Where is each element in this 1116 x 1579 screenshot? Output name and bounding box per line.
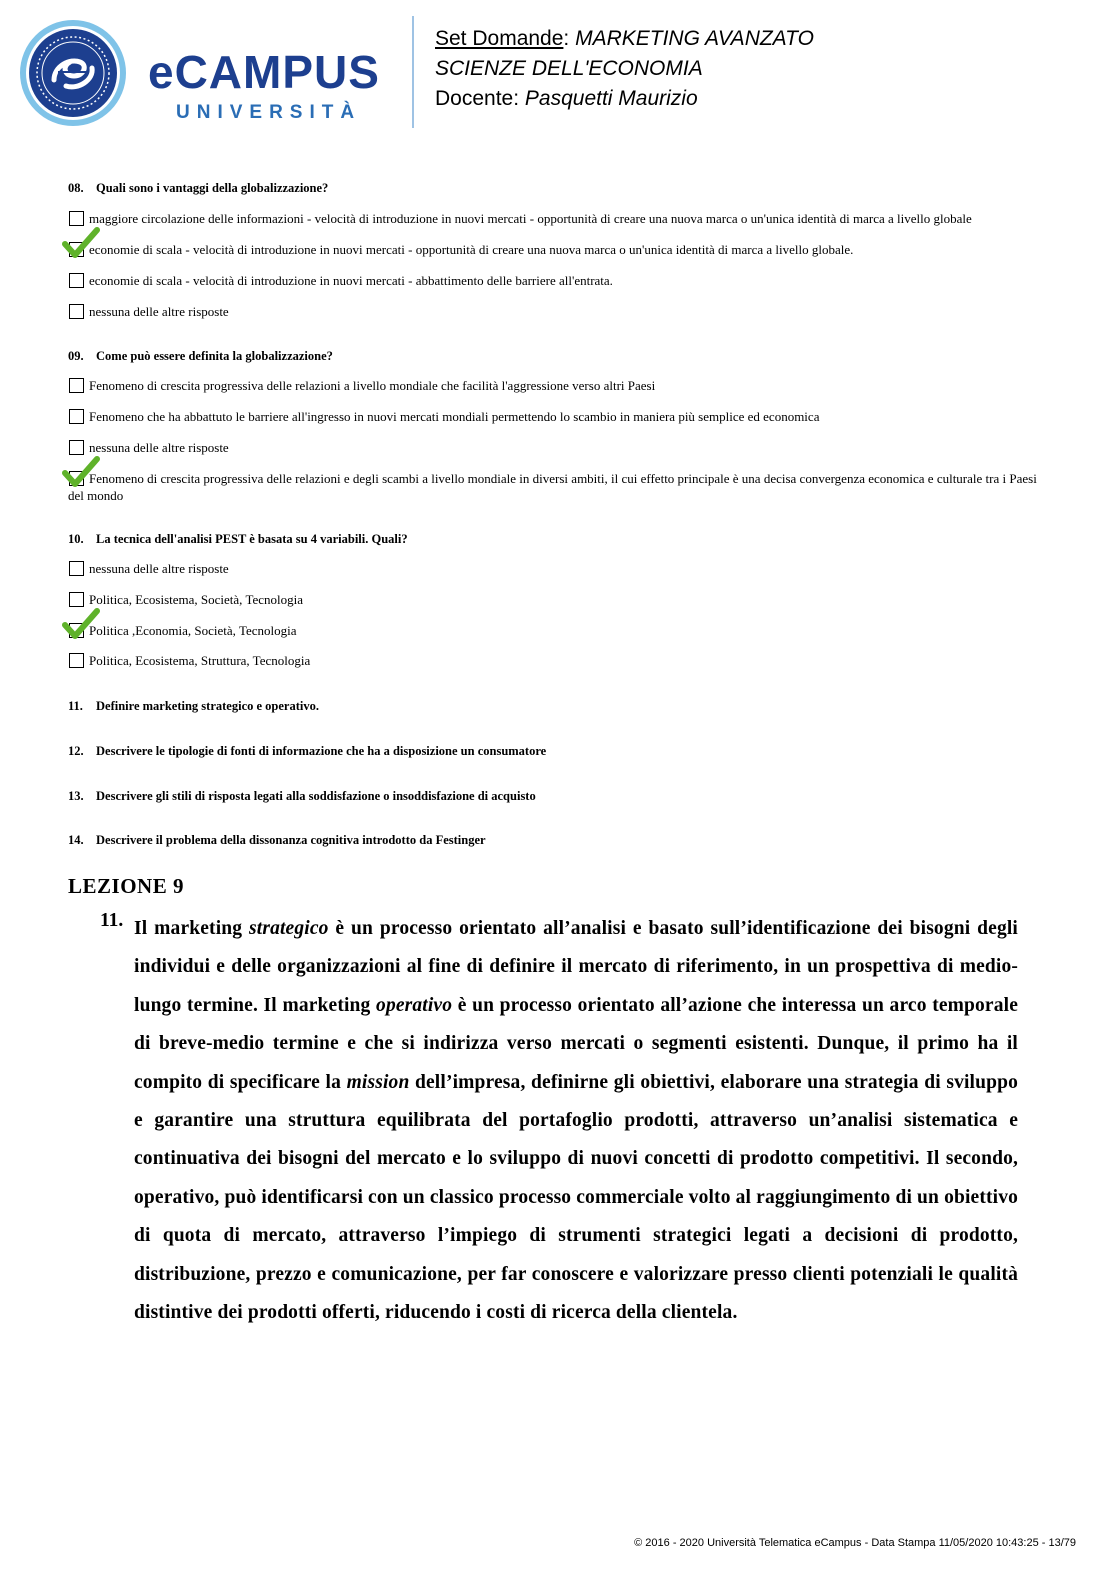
option-q09-c: nessuna delle altre risposte [89,440,229,455]
checkbox-q09-a[interactable] [69,378,84,393]
option-q08-b: economie di scala - velocità di introduzione in nuovi mercati - opportunità di creare una nuova marca o un'unica identità di marca a livello globale. [89,242,854,257]
question-09: 09. Come può essere definita la globalizzazione? [68,349,333,363]
term-operativo: operativo [376,994,453,1016]
answer-paragraph: Il marketing strategico è un processo orientato all’analisi e basato sull’identificazione dei bisogni degli individui e delle organizzazioni al fine di definire il mercato di riferimento, in un prospettiva di medio-lungo termine. Il marketing operativo è un processo orientato all’azione che interessa un arco temporale di breve-medio termine e che si indirizza verso mercati o segmenti esistenti. Dunque, il primo ha il compito di specificare la mission dell’impresa, definirne gli obiettivi, elaborare una strategia di sviluppo e garantire una struttura equilibrata del portafoglio prodotti, attraverso un’analisi sistematica e continuativa dei bisogni del mercato e lo sviluppo di nuovi concetti di prodotto competitivi. Il secondo, operativo, può identificarsi con un classico processo commerciale volto al raggiungimento di un obiettivo di quota di mercato, attraverso l’impiego di strumenti strategici legati a decisioni di prodotto, distribuzione, prezzo e comunicazione, per far conoscere e valorizzare presso clienti potenziali le qualità distintive dei prodotti offerti, riducendo i costi di ricerca della clientela. [134,918,1019,1324]
course-name: MARKETING AVANZATO [575,27,814,50]
term-strategico: strategico [249,918,329,939]
page-footer: © 2016 - 2020 Università Telematica eCampus - Data Stampa 11/05/2020 10:43:25 - 13/79 [634,1537,1076,1549]
option-q09-d: Fenomeno di crescita progressiva delle relazioni e degli scambi a livello mondiale in diversi ambiti, il cui effetto principale è una decisa convergenza economica e culturale tra i Paesi del mondo [68,471,1037,503]
ecampus-seal-logo [18,18,128,128]
header-faculty: SCIENZE DELL'ECONOMIA [435,57,703,80]
option-q10-b: Politica, Ecosistema, Società, Tecnologia [89,592,304,607]
checkbox-q09-b[interactable] [69,409,84,424]
option-q08-a: maggiore circolazione delle informazioni - velocità di introduzione in nuovi mercati - opportunità di creare una nuova marca o un'unica identità di marca a livello globale [89,211,972,226]
checkbox-q08-a[interactable] [69,211,84,226]
question-13: 13. Descrivere gli stili di risposta legati alla soddisfazione o insoddisfazione di acquisto [68,789,536,803]
question-10: 10. La tecnica dell'analisi PEST è basata su 4 variabili. Quali? [68,532,408,546]
header-docente-line [435,87,698,111]
header-separator [412,16,414,128]
question-08: 08. Quali sono i vantaggi della globalizzazione? [68,181,329,195]
question-14: 14. Descrivere il problema della dissonanza cognitiva introdotto da Festinger [68,833,486,847]
logo-sub-text: UNIVERSITÀ [176,102,362,122]
checkbox-q10-a[interactable] [69,561,84,576]
set-domande-label: Set Domande [435,27,564,50]
option-q10-a: nessuna delle altre risposte [89,561,229,576]
checkbox-q09-c[interactable] [69,440,84,455]
checkbox-q08-d[interactable] [69,304,84,319]
term-mission: mission [346,1071,410,1093]
option-q09-b: Fenomeno che ha abbattuto le barriere all'ingresso in nuovi mercati mondiali permettendo lo scambio in maniera più semplice ed economica [89,409,820,424]
ecampus-wordmark [148,52,398,122]
header-course-line: Set Domande: MARKETING AVANZATO [435,27,814,50]
option-q08-c: economie di scala - velocità di introduzione in nuovi mercati - abbattimento delle barriere all'entrata. [89,273,613,288]
option-q09-a: Fenomeno di crescita progressiva delle relazioni a livello mondiale che facilità l'aggressione verso altri Paesi [89,378,656,393]
checkbox-q10-d[interactable] [69,653,84,668]
docente-label: Docente: [435,87,520,110]
answer-number: 11. [100,910,124,931]
lesson-title: LEZIONE 9 [68,874,184,898]
option-q10-d: Politica, Ecosistema, Struttura, Tecnologia [89,653,311,668]
docente-name: Pasquetti Maurizio [524,87,698,110]
option-q08-d: nessuna delle altre risposte [89,304,229,319]
checkbox-q08-c[interactable] [69,273,84,288]
checkbox-q10-b[interactable] [69,592,84,607]
option-q10-c: Politica ,Economia, Società, Tecnologia [89,623,297,638]
question-11: 11. Definire marketing strategico e operativo. [68,699,319,713]
logo-brand-text: eCAMPUS [148,52,380,98]
question-12: 12. Descrivere le tipologie di fonti di informazione che ha a disposizione un consumatore [68,744,547,758]
